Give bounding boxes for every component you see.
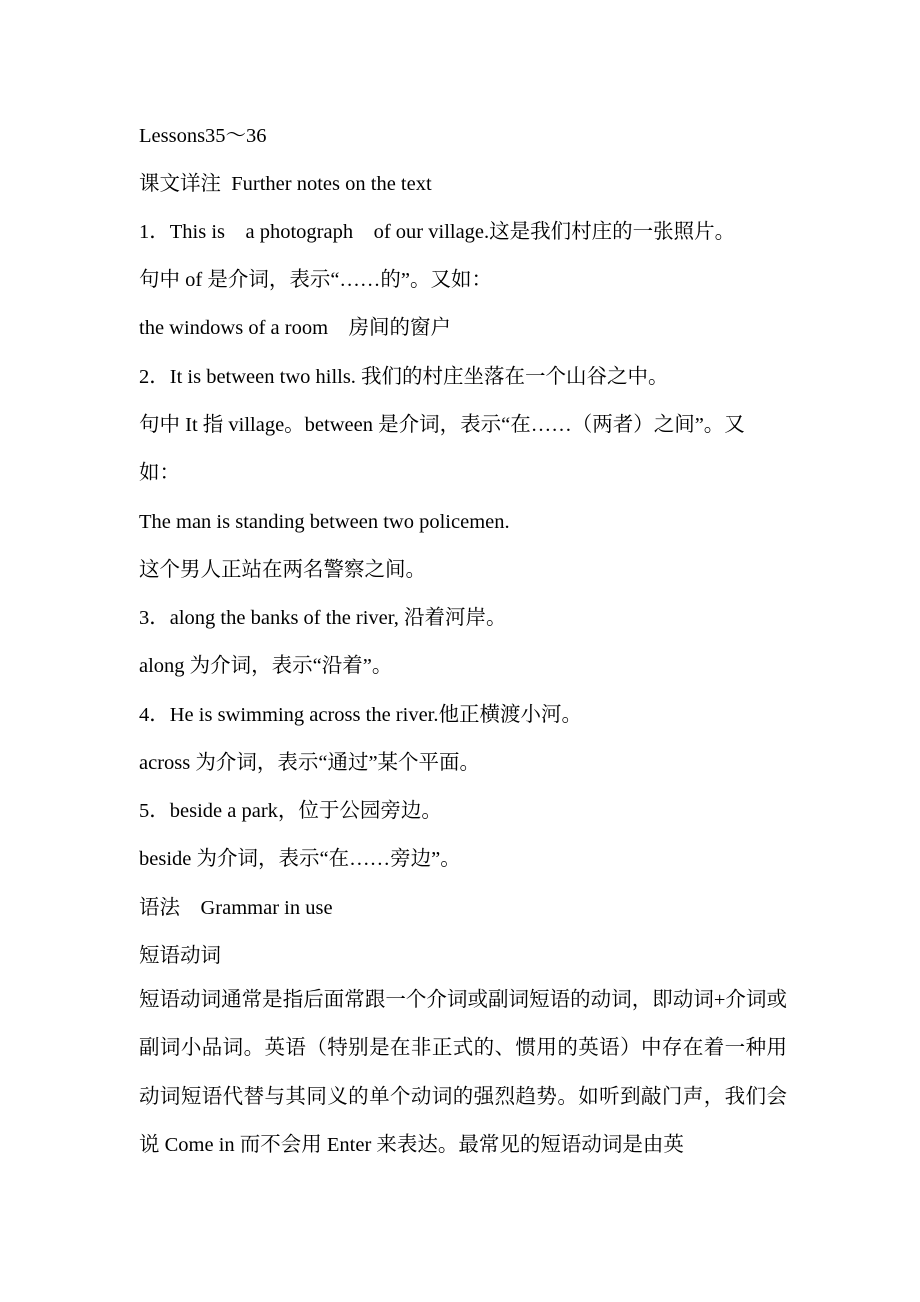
note-2-example: The man is standing between two policemen. [139,511,510,533]
note-3-explanation: along 为介词，表示“沿着”。 [139,655,393,677]
document-title: Lessons35～36 [139,125,267,147]
note-1-explanation: 句中 of 是介词，表示“……的”。又如： [139,269,493,291]
grammar-topic: 短语动词 [139,945,221,967]
note-1-example: the windows of a room 房间的窗户 [139,317,452,339]
note-2-heading: 2．It is between two hills. 我们的村庄坐落在一个山谷之中。 [139,366,669,388]
note-5-heading: 5．beside a park，位于公园旁边。 [139,800,442,822]
section-heading-notes: 课文详注 Further notes on the text [139,173,432,195]
note-2-explanation-cont: 如： [139,462,180,484]
note-2-example-translation: 这个男人正站在两名警察之间。 [139,559,426,581]
note-4-heading: 4．He is swimming across the river.他正横渡小河。 [139,704,582,726]
section-heading-grammar: 语法 Grammar in use [139,897,333,919]
note-5-explanation: beside 为介词，表示“在……旁边”。 [139,848,461,870]
note-1-heading: 1．This is a photograph of our village.这是我们村庄的一张照片。 [139,221,736,243]
note-2-explanation: 句中 It 指 village。between 是介词，表示“在……（两者）之间”。又 [139,414,745,436]
note-3-heading: 3．along the banks of the river, 沿着河岸。 [139,607,507,629]
grammar-paragraph: 短语动词通常是指后面常跟一个介词或副词短语的动词，即动词+介词或副词小品词。英语（特别是在非正式的、惯用的英语）中存在着一种用动词短语代替与其同义的单个动词的强烈趋势。如听到敲门声，我们会说 Come in 而不会用 Enter 来表达。最常见的短语动词是由英 [139,989,787,1156]
note-4-explanation: across 为介词，表示“通过”某个平面。 [139,752,481,774]
